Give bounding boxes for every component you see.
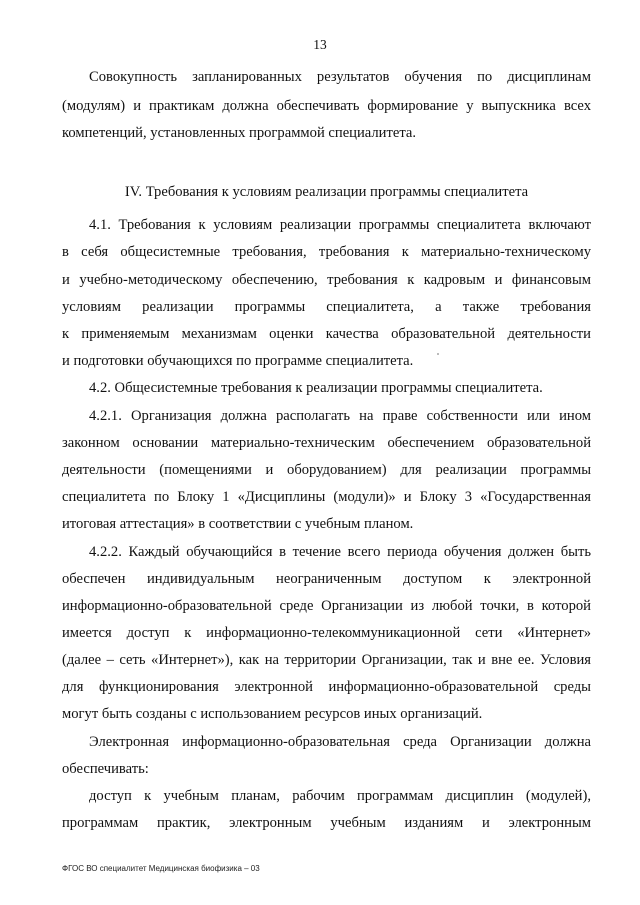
text-line: доступ к учебным планам, рабочим программам дисциплин (модулей),: [89, 788, 591, 804]
text-line: условиям реализации программы специалитета, а также требования: [62, 299, 591, 315]
text-line: 4.2. Общесистемные требования к реализации программы специалитета.: [89, 380, 543, 396]
text-line: (модулям) и практикам должна обеспечивать формирование у выпускника всех: [62, 98, 591, 114]
text-line: законном основании материально-техническим обеспечением образовательной: [62, 435, 591, 451]
text-line: могут быть созданы с использованием ресурсов иных организаций.: [62, 706, 483, 722]
text-line: обеспечивать:: [62, 761, 149, 777]
text-line: и подготовки обучающихся по программе специалитета.: [62, 353, 414, 369]
text-line: в себя общесистемные требования, требования к материально-техническому: [62, 244, 591, 260]
text-line: (далее – сеть «Интернет»), как на территории Организации, так и вне ее. Условия: [62, 652, 591, 668]
text-line: Электронная информационно-образовательная среда Организации должна: [89, 734, 591, 750]
text-line: 4.1. Требования к условиям реализации программы специалитета включают: [89, 217, 591, 233]
text-line: 4.2.1. Организация должна располагать на праве собственности или ином: [89, 408, 591, 424]
text-line: 4.2.2. Каждый обучающийся в течение всего периода обучения должен быть: [89, 544, 591, 560]
text-line: итоговая аттестация» в соответствии с учебным планом.: [62, 516, 414, 532]
text-line: деятельности (помещениями и оборудованием) для реализации программы: [62, 462, 591, 478]
text-line: Совокупность запланированных результатов обучения по дисциплинам: [89, 69, 591, 85]
text-line: компетенций, установленных программой специалитета.: [62, 125, 417, 141]
page-footer: ФГОС ВО специалитет Медицинская биофизика – 03: [62, 864, 260, 873]
text-line: информационно-образовательной среде Организации из любой точки, в которой: [62, 598, 591, 614]
text-line: имеется доступ к информационно-телекоммуникационной сети «Интернет»: [62, 625, 591, 641]
text-line: к применяемым механизмам оценки качества образовательной деятельности: [62, 326, 591, 342]
text-line: программам практик, электронным учебным изданиям и электронным: [62, 815, 591, 831]
text-line: специалитета по Блоку 1 «Дисциплины (модули)» и Блоку 3 «Государственная: [62, 489, 591, 505]
page-number: 13: [313, 37, 327, 52]
scan-speck: [437, 353, 439, 355]
text-line: обеспечен индивидуальным неограниченным доступом к электронной: [62, 571, 591, 587]
section-heading: IV. Требования к условиям реализации программы специалитета: [124, 184, 529, 200]
text-line: для функционирования электронной информационно-образовательной среды: [62, 679, 591, 695]
text-line: и учебно-методическому обеспечению, требования к кадровым и финансовым: [62, 272, 591, 288]
